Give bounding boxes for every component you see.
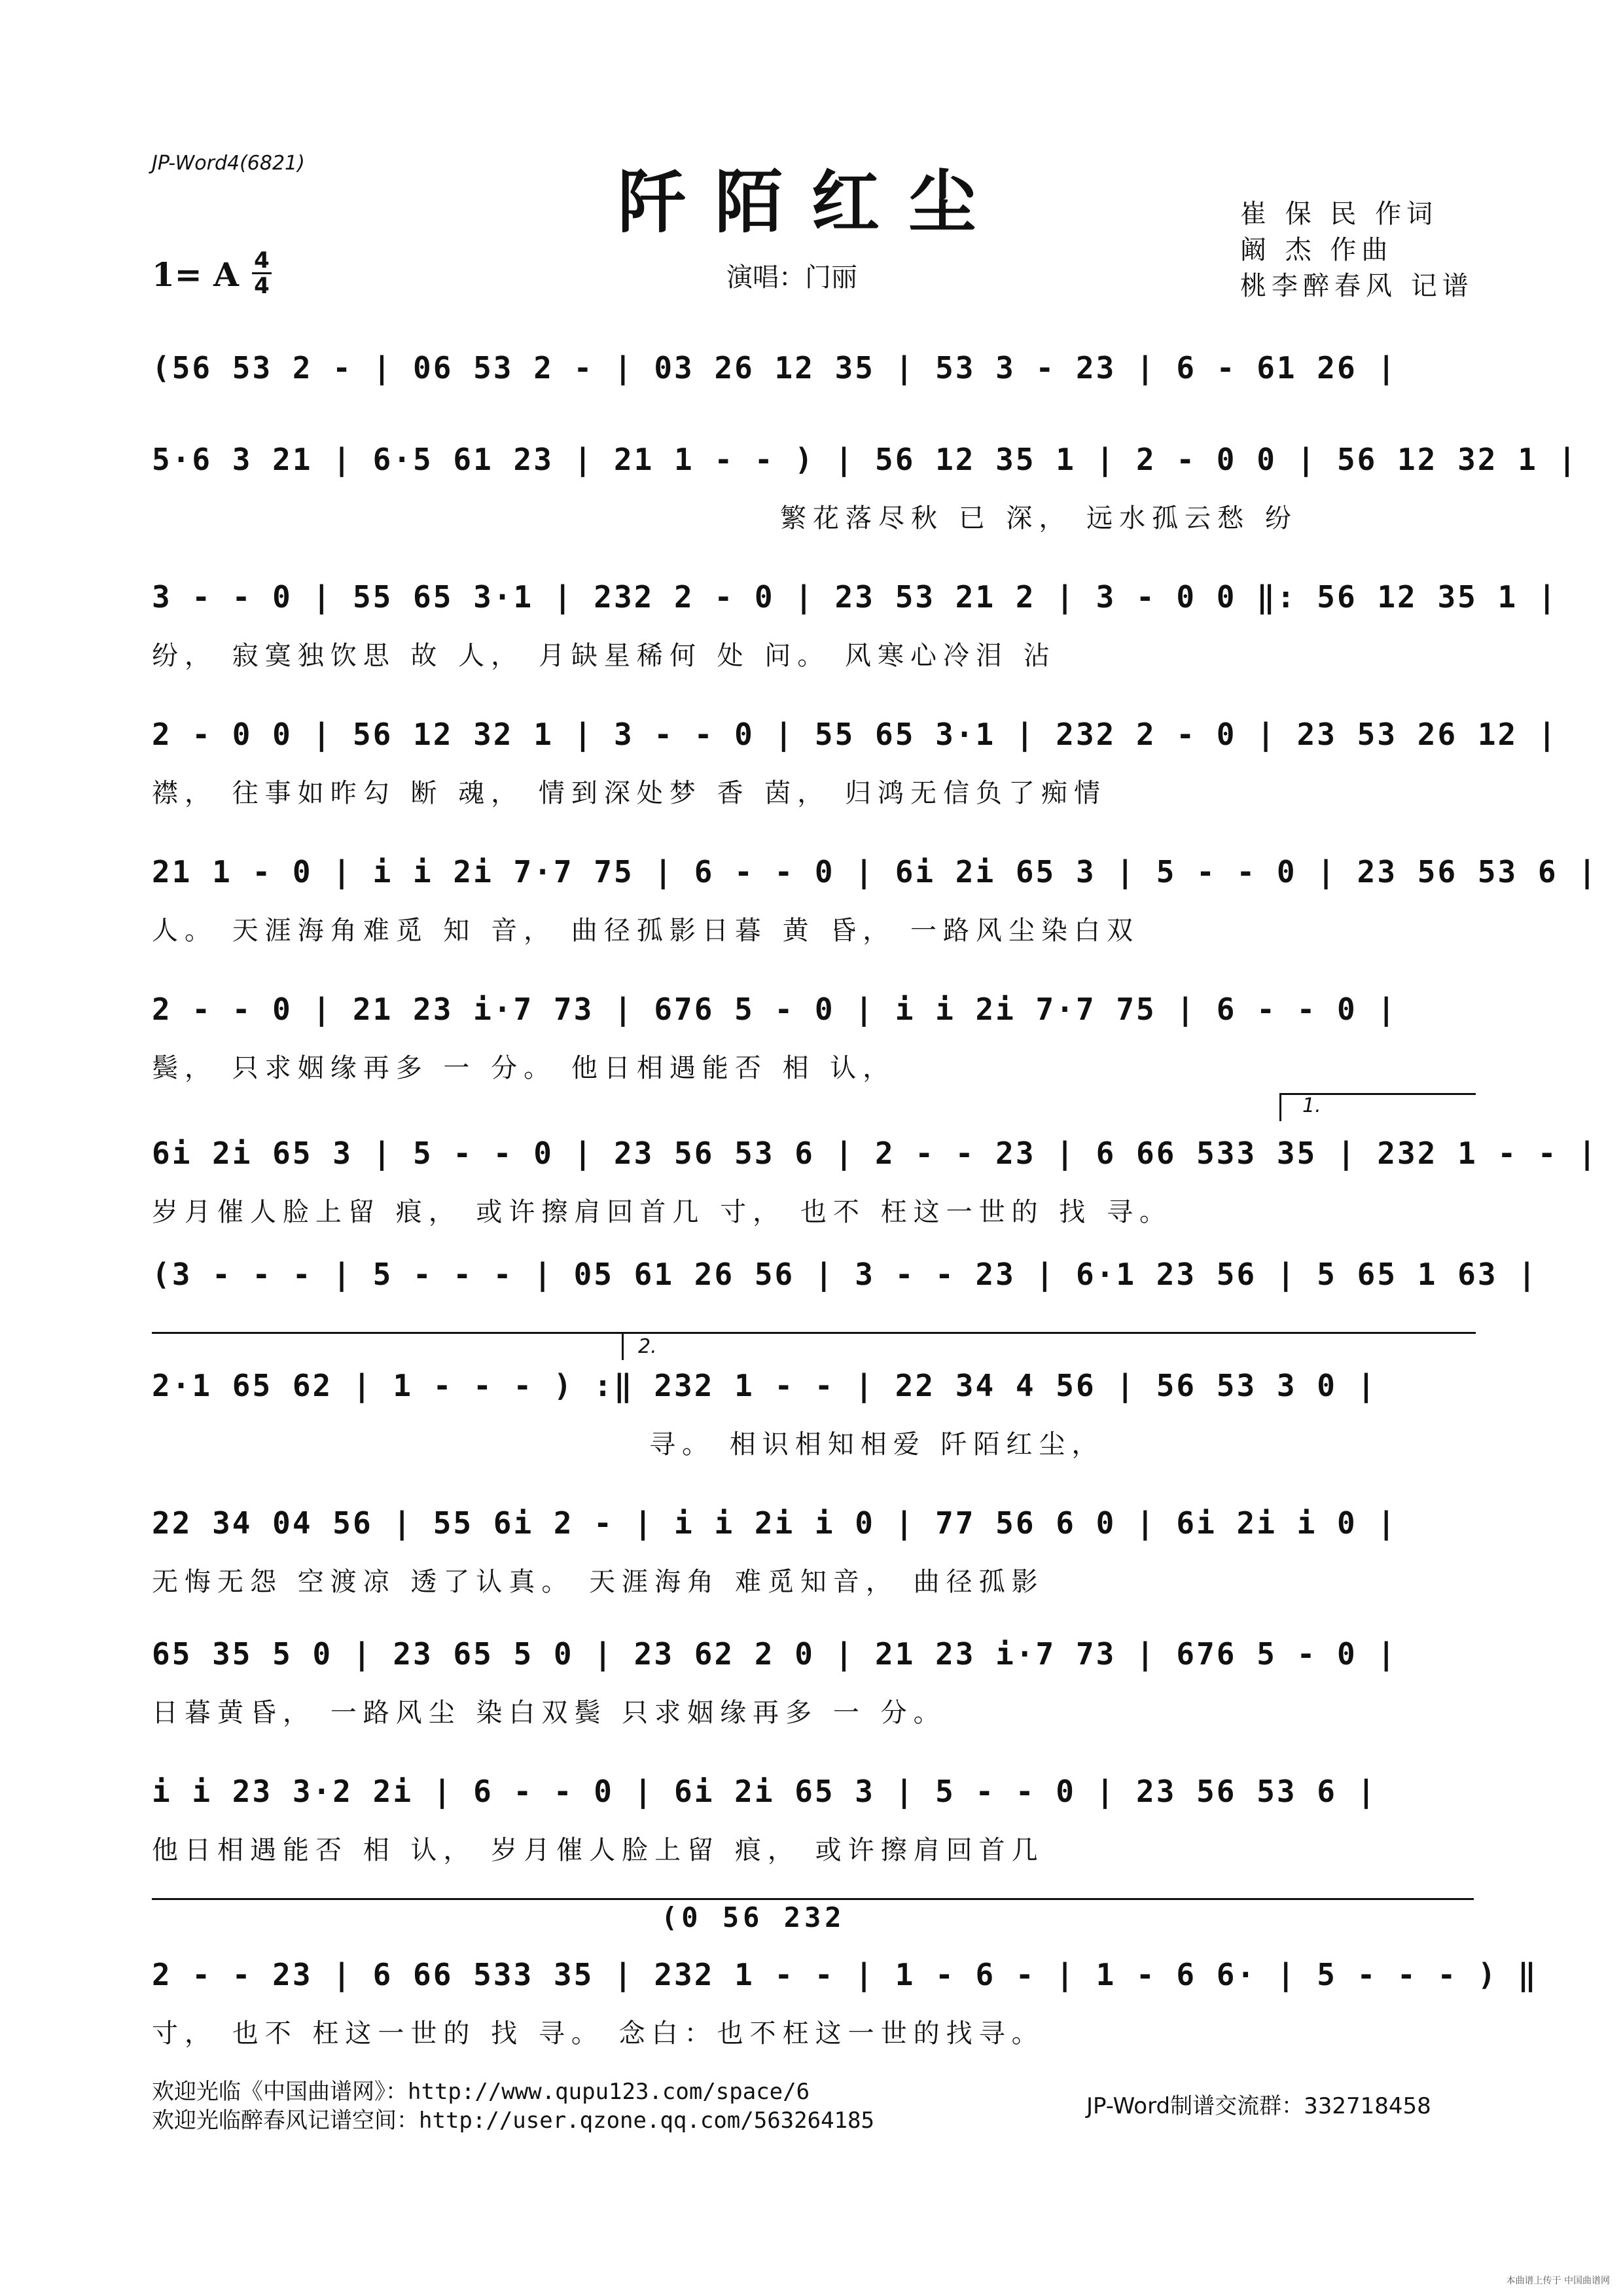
software-label: JP-Word4(6821) (152, 152, 305, 175)
time-top: 4 (254, 247, 270, 274)
time-bottom: 4 (254, 273, 270, 299)
lyrics: 他日相遇能否 相 认， 岁月催人脸上留 痕， 或许擦肩回首几 (152, 1835, 1044, 1865)
notation: (56 53 2 - | 06 53 2 - | 03 26 12 35 | 53 3 - 23 | 6 - 61 26 | (152, 350, 1398, 386)
lyrics: 襟， 往事如昨勾 断 魂， 情到深处梦 香 茵， 归鸿无信负了痴情 (152, 778, 1107, 808)
notation: 2·1 65 62 | 1 - - - ) :‖ 232 1 - - | 22 34 4 56 | 56 53 3 0 | (152, 1368, 1378, 1403)
lyrics: 岁月催人脸上留 痕， 或许擦肩回首几 寸， 也不 枉这一世的 找 寻。 (152, 1197, 1173, 1227)
lyricist: 崔 保 民 作词 (1240, 199, 1438, 229)
footer-group: JP-Word制谱交流群：332718458 (1086, 2093, 1431, 2119)
notation: 2 - - 0 | 21 23 i·7 73 | 676 5 - 0 | i i 2i 7·7 75 | 6 - - 0 | (152, 992, 1398, 1027)
volta-2-label: 2. (638, 1335, 657, 1358)
time-signature (252, 249, 272, 298)
interlude-note: (0 56 232 (661, 1901, 846, 1933)
notation: 6i 2i 65 3 | 5 - - 0 | 23 56 53 6 | 2 - - 23 | 6 66 533 35 | 232 1 - - | (152, 1136, 1598, 1171)
singer: 演唱：门丽 (726, 262, 857, 293)
coda-rule (152, 1898, 1474, 1900)
notation: 3 - - 0 | 55 65 3·1 | 232 2 - 0 | 23 53 21 2 | 3 - 0 0 ‖: 56 12 35 1 | (152, 579, 1558, 615)
transcriber: 桃李醉春风 记谱 (1240, 271, 1474, 301)
lyrics: 日暮黄昏， 一路风尘 染白双鬓 只求姻缘再多 一 分。 (152, 1698, 946, 1728)
lyrics: 寸， 也不 枉这一世的 找 寻。 念白：也不枉这一世的找寻。 (152, 2018, 1044, 2049)
lyrics: 人。 天涯海角难觅 知 音， 曲径孤影日暮 黄 昏， 一路风尘染白双 (152, 916, 1140, 946)
footer-site-2: 欢迎光临醉春风记谱空间：http://user.qzone.qq.com/563264185 (152, 2108, 874, 2134)
upload-mark: 本曲谱上传于 中国曲谱网 (1506, 2276, 1610, 2286)
footer-site-1: 欢迎光临《中国曲谱网》：http://www.qupu123.com/space/6 (152, 2079, 810, 2105)
lyrics: 无悔无怨 空渡凉 透了认真。 天涯海角 难觅知音， 曲径孤影 (152, 1567, 1044, 1597)
lyrics: 繁花落尽秋 已 深， 远水孤云愁 纷 (780, 503, 1298, 533)
lyrics: 纷， 寂寞独饮思 故 人， 月缺星稀何 处 问。 风寒心冷泪 沾 (152, 641, 1056, 671)
notation: 22 34 04 56 | 55 6i 2 - | i i 2i i 0 | 77 56 6 0 | 6i 2i i 0 | (152, 1505, 1398, 1541)
key-signature: 1= A (152, 255, 239, 294)
lyrics: 寻。 相识相知相爱 阡陌红尘， (649, 1429, 1105, 1460)
notation: 21 1 - 0 | i i 2i 7·7 75 | 6 - - 0 | 6i 2i 65 3 | 5 - - 0 | 23 56 53 6 | (152, 854, 1598, 889)
notation: 5·6 3 21 | 6·5 61 23 | 21 1 - - ) | 56 12 35 1 | 2 - 0 0 | 56 12 32 1 | (152, 442, 1578, 477)
volta-1-label: 1. (1302, 1094, 1321, 1117)
notation: i i 23 3·2 2i | 6 - - 0 | 6i 2i 65 3 | 5 - - 0 | 23 56 53 6 | (152, 1774, 1378, 1809)
notation: (3 - - - | 5 - - - | 05 61 26 56 | 3 - - 23 | 6·1 23 56 | 5 65 1 63 | (152, 1257, 1538, 1292)
notation: 2 - 0 0 | 56 12 32 1 | 3 - - 0 | 55 65 3·1 | 232 2 - 0 | 23 53 26 12 | (152, 717, 1558, 752)
song-title: 阡陌红尘 (617, 162, 1005, 242)
notation: 65 35 5 0 | 23 65 5 0 | 23 62 2 0 | 21 23 i·7 73 | 676 5 - 0 | (152, 1636, 1398, 1672)
lyrics: 鬓， 只求姻缘再多 一 分。 他日相遇能否 相 认， (152, 1053, 896, 1083)
composer: 阚 杰 作曲 (1240, 235, 1393, 265)
notation: 2 - - 23 | 6 66 533 35 | 232 1 - - | 1 - 6 - | 1 - 6 6· | 5 - - - ) ‖ (152, 1957, 1538, 1992)
credits (1240, 196, 1474, 304)
volta-2-bracket (622, 1332, 1476, 1360)
